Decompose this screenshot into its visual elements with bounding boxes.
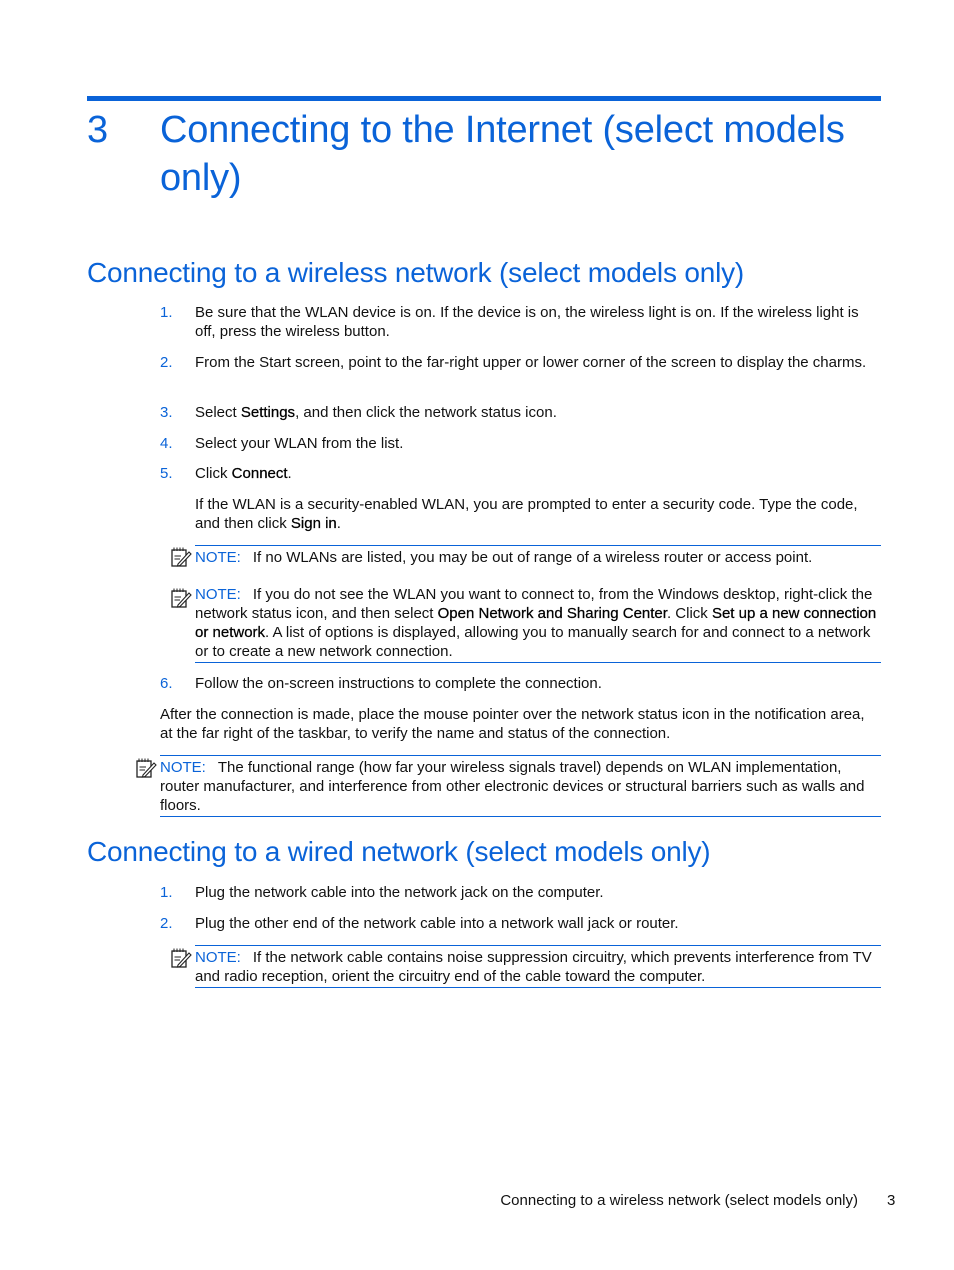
ui-term: Set up a new connection or network — [195, 605, 877, 641]
step-text: Select your WLAN from the list. — [195, 435, 404, 452]
note-label: NOTE: — [195, 586, 241, 603]
note-pencil-icon — [170, 587, 192, 609]
step-number: 5. — [160, 465, 173, 482]
step-number: 1. — [160, 304, 173, 321]
step-detail: If the WLAN is a security-enabled WLAN, you are prompted to enter a security code. Type the code, and then click Sign in. — [195, 496, 858, 532]
step-text: Select Settings, and then click the network status icon. — [195, 404, 557, 421]
step-number: 2. — [160, 915, 173, 932]
step-text: Plug the network cable into the network jack on the computer. — [195, 884, 604, 901]
step-number: 3. — [160, 404, 173, 421]
section-heading-wired: Connecting to a wired network (select models only) — [87, 836, 711, 867]
ui-term: Open Network and Sharing Center — [437, 605, 667, 622]
note-text: The functional range (how far your wireless signals travel) depends on WLAN implementation, router manufacturer, and interference from other electronic devices or structural barriers such as walls and floors. — [160, 759, 865, 814]
note-pencil-icon — [135, 757, 157, 779]
note-box — [195, 945, 881, 988]
note-label: NOTE: — [195, 949, 241, 966]
step-number: 6. — [160, 675, 173, 692]
page-number: 3 — [887, 1192, 896, 1209]
note-text: If the network cable contains noise suppression circuitry, which prevents interference from TV and radio reception, orient the circuitry end of the cable toward the computer. — [195, 949, 872, 985]
step-text: Plug the other end of the network cable into a network wall jack or router. — [195, 915, 679, 932]
note-pencil-icon — [170, 546, 192, 568]
note-box — [195, 545, 881, 567]
ui-term: Connect — [231, 465, 288, 482]
step-number: 1. — [160, 884, 173, 901]
note-label: NOTE: — [195, 549, 241, 566]
section-heading-wireless: Connecting to a wireless network (select models only) — [87, 257, 745, 288]
step-text: Follow the on-screen instructions to complete the connection. — [195, 675, 602, 692]
chapter-rule — [87, 96, 881, 101]
chapter-title: Connecting to the Internet (select models only) — [160, 109, 845, 199]
ui-term: Sign in — [290, 515, 337, 532]
body-paragraph: After the connection is made, place the mouse pointer over the network status icon in the notification area, at the far right of the taskbar, to verify the name and status of the connection. — [160, 706, 865, 742]
note-text: If no WLANs are listed, you may be out of range of a wireless router or access point. — [252, 549, 813, 566]
note-box — [160, 755, 881, 817]
chapter-number: 3 — [87, 109, 109, 151]
step-number: 4. — [160, 435, 173, 452]
step-text: From the Start screen, point to the far-right upper or lower corner of the screen to display the charms. — [195, 354, 867, 371]
step-number: 2. — [160, 354, 173, 371]
step-text: Be sure that the WLAN device is on. If the device is on, the wireless light is on. If the wireless light is off, press the wireless button. — [195, 304, 859, 340]
footer-title: Connecting to a wireless network (select models only) — [500, 1192, 858, 1209]
step-text: Click Connect. — [195, 465, 292, 482]
note-label: NOTE: — [160, 759, 206, 776]
note-box: NOTE: If you do not see the WLAN you want to connect to, from the Windows desktop, right-click the network status icon, and then select Open Network and Sharing Center. Click Set up a new connection or network. A list of options is displayed, allowing you to manually search for and connect to a network or to create a new network connection. — [195, 585, 881, 663]
note-pencil-icon — [170, 947, 192, 969]
ui-term: Settings — [240, 404, 296, 421]
